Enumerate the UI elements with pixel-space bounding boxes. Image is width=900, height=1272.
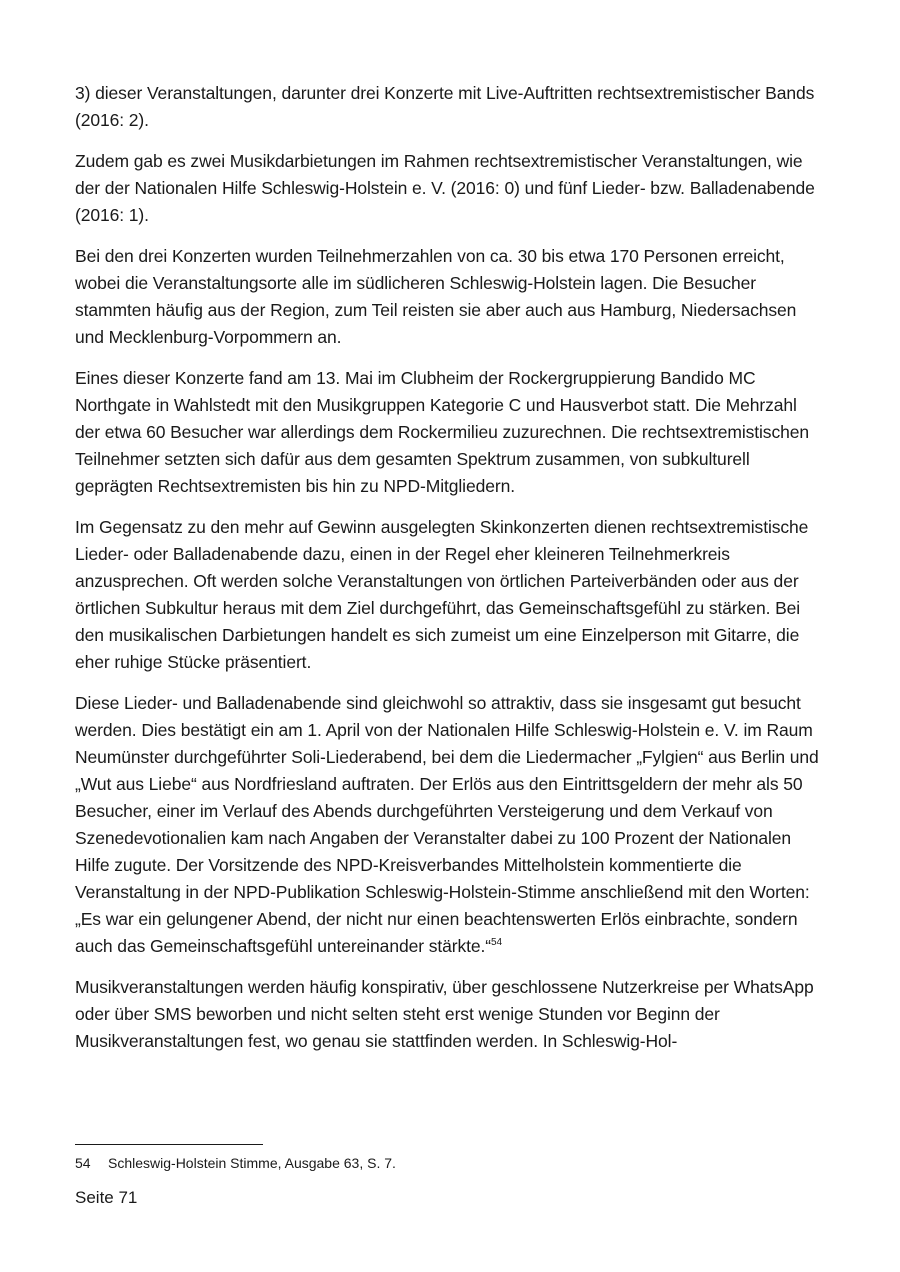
paragraph-3: Bei den drei Konzerten wurden Teilnehmerzahlen von ca. 30 bis etwa 170 Personen erreicht, wobei die Veranstaltungsorte alle im südlicheren Schleswig-Holstein lagen. Die Besucher stammten häufig aus der Region, zum Teil reisten sie aber auch aus Hamburg, Niedersachsen und Mecklenburg-Vorpommern an.	[75, 246, 797, 347]
page-number: Seite 71	[75, 1188, 138, 1207]
footnote	[75, 1153, 396, 1173]
paragraph-2: Zudem gab es zwei Musikdarbietungen im Rahmen rechtsextremistischer Veranstaltungen, wie der der Nationalen Hilfe Schleswig-Holstein e. V. (2016: 0) und fünf Lieder- bzw. Balladenabende (2016: 1).	[75, 151, 815, 225]
footnote-number: 54	[75, 1155, 91, 1171]
paragraph-6-text: Diese Lieder- und Balladenabende sind gleichwohl so attraktiv, dass sie insgesamt gut besucht werden. Dies bestätigt ein am 1. April von der Nationalen Hilfe Schleswig-Holstein e. V. im Raum Neumünster durchgeführter Soli-Liederabend, bei dem die Liedermacher „Fylgien“ aus Berlin und „Wut aus Liebe“ aus Nordfriesland auftraten. Der Erlös aus den Eintrittsgeldern der mehr als 50 Besucher, einer im Verlauf des Abends durchgeführten Versteigerung und dem Verkauf von Szenedevotionalien kam nach Angaben der Veranstalter dabei zu 100 Prozent der Nationalen Hilfe zugute. Der Vorsitzende des NPD-Kreisverbandes Mittelholstein kommentierte die Veranstaltung in der NPD-Publikation Schleswig-Holstein-Stimme anschließend mit den Worten: „Es war ein gelungener Abend, der nicht nur einen beachtenswerten Erlös einbrachte, sondern auch das Gemeinschaftsgefühl untereinander stärkte.“	[75, 693, 819, 956]
footnote-divider	[75, 1144, 263, 1145]
body-text	[75, 80, 825, 1069]
paragraph-5: Im Gegensatz zu den mehr auf Gewinn ausgelegten Skinkonzerten dienen rechtsextremistische Lieder- oder Balladenabende dazu, einen in der Regel eher kleineren Teilnehmerkreis anzusprechen. Oft werden solche Veranstaltungen von örtlichen Parteiverbänden oder aus der örtlichen Subkultur heraus mit dem Ziel durchgeführt, das Gemeinschaftsgefühl zu stärken. Bei den musikalischen Darbietungen handelt es sich zumeist um eine Einzelperson mit Gitarre, die eher ruhige Stücke präsentiert.	[75, 517, 809, 672]
paragraph-6	[75, 690, 825, 960]
footnote-reference[interactable]: 54	[491, 937, 502, 949]
paragraph-7: Musikveranstaltungen werden häufig konspirativ, über geschlossene Nutzerkreise per WhatsApp oder über SMS beworben und nicht selten steht erst wenige Stunden vor Beginn der Musikveranstaltungen fest, wo genau sie stattfinden werden. In Schleswig-Hol-	[75, 977, 814, 1051]
footnote-text: Schleswig-Holstein Stimme, Ausgabe 63, S. 7.	[108, 1155, 396, 1171]
paragraph-4: Eines dieser Konzerte fand am 13. Mai im Clubheim der Rockergruppierung Bandido MC Northgate in Wahlstedt mit den Musikgruppen Kategorie C und Hausverbot statt. Die Mehrzahl der etwa 60 Besucher war allerdings dem Rockermilieu zuzurechnen. Die rechtsextremistischen Teilnehmer setzten sich dafür aus dem gesamten Spektrum zusammen, von subkulturell geprägten Rechtsextremisten bis hin zu NPD-Mitgliedern.	[75, 368, 810, 496]
paragraph-1: 3) dieser Veranstaltungen, darunter drei Konzerte mit Live-Auftritten rechtsextremistischer Bands (2016: 2).	[75, 83, 815, 130]
